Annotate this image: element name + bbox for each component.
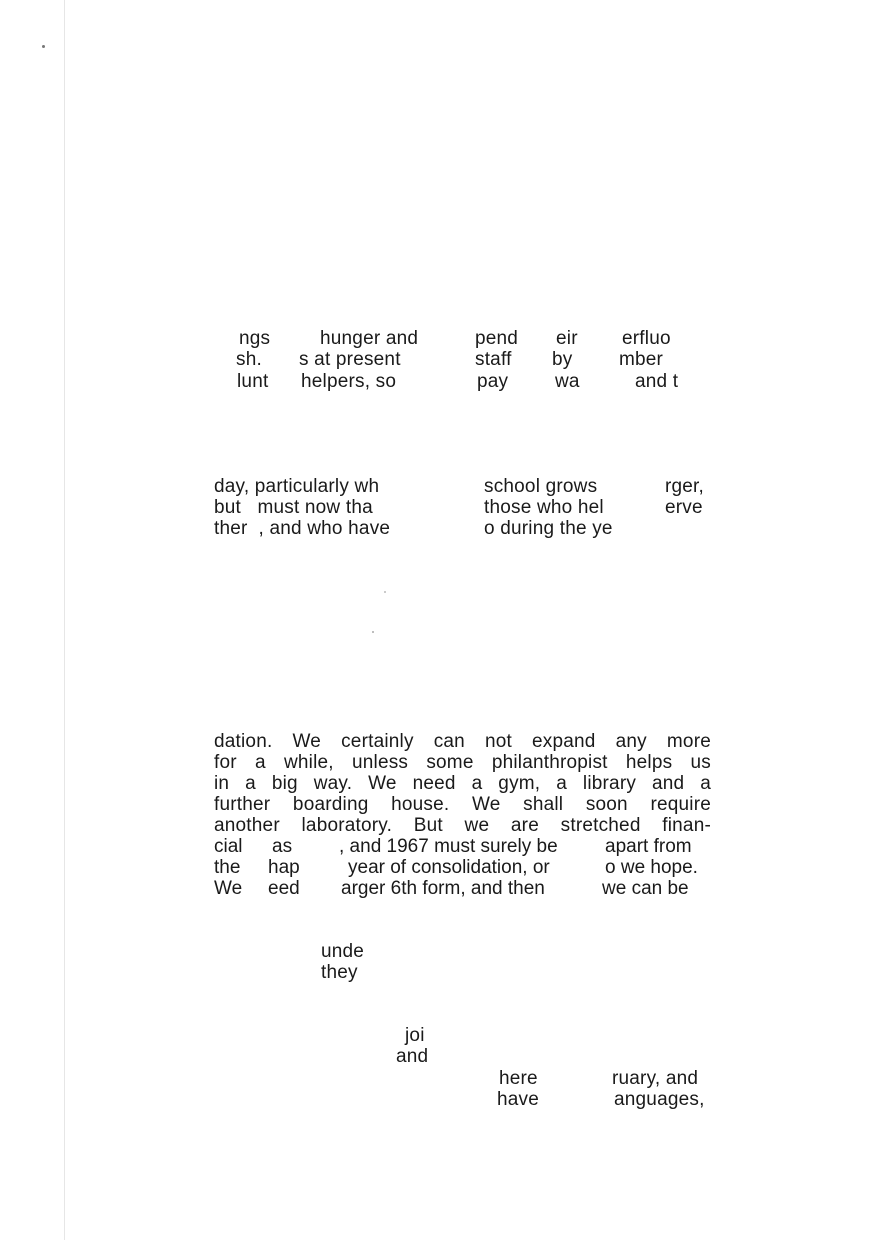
text-fragment: joi: [405, 1025, 425, 1046]
scan-edge-line: [64, 0, 65, 1240]
text-fragment: and t: [635, 371, 679, 392]
text-fragment: year of consolidation, or: [348, 857, 550, 878]
text-fragment: apart from: [605, 836, 692, 857]
text-fragment: erve: [665, 497, 703, 518]
text-fragment: they: [321, 962, 358, 983]
text-fragment: mber: [619, 349, 664, 370]
text-line: in a big way. We need a gym, a library and a: [214, 773, 711, 794]
text-fragment: pend: [475, 328, 519, 349]
text-fragment: s at present: [299, 349, 401, 370]
text-fragment: but must now tha: [214, 497, 373, 518]
text-fragment: and: [396, 1046, 429, 1067]
text-fragment: helpers, so: [301, 371, 397, 392]
text-fragment: pay: [477, 371, 509, 392]
text-line: another laboratory. But we are stretched finan-: [214, 815, 711, 836]
text-line: [214, 836, 711, 857]
text-fragment: hap: [268, 857, 300, 878]
text-line: for a while, unless some philanthropist helps us: [214, 752, 711, 773]
text-block-3: [214, 731, 711, 836]
text-line: further boarding house. We shall soon require: [214, 794, 711, 815]
text-fragment: the: [214, 857, 241, 878]
text-fragment: lunt: [237, 371, 269, 392]
text-fragment: eir: [556, 328, 578, 349]
text-fragment: school grows: [484, 476, 598, 497]
text-fragment: rger,: [665, 476, 705, 497]
text-fragment: hunger and: [320, 328, 419, 349]
text-fragment: , and 1967 must surely be: [339, 836, 558, 857]
text-fragment: as: [272, 836, 293, 857]
text-fragment: have: [497, 1089, 540, 1110]
text-fragment: sh.: [236, 349, 262, 370]
text-fragment: ngs: [239, 328, 271, 349]
text-fragment: o we hope.: [605, 857, 698, 878]
text-fragment: anguages,: [614, 1089, 705, 1110]
text-fragment: unde: [321, 941, 365, 962]
text-fragment: by: [552, 349, 573, 370]
text-fragment: we can be: [602, 878, 689, 899]
text-fragment: ruary, and: [612, 1068, 699, 1089]
text-fragment: erfluo: [622, 328, 671, 349]
text-fragment: eed: [268, 878, 300, 899]
text-fragment: We: [214, 878, 243, 899]
text-fragment: cial: [214, 836, 243, 857]
text-fragment: arger 6th form, and then: [341, 878, 545, 899]
dust-speck: [42, 45, 45, 48]
text-fragment: day, particularly wh: [214, 476, 380, 497]
text-line: [214, 857, 711, 878]
dust-speck: [384, 591, 386, 593]
text-fragment: wa: [555, 371, 580, 392]
text-fragment: those who hel: [484, 497, 604, 518]
text-fragment: here: [499, 1068, 538, 1089]
text-line: [214, 878, 711, 899]
text-fragment: ther , and who have: [214, 518, 391, 539]
text-fragment: staff: [475, 349, 512, 370]
text-fragment: o during the ye: [484, 518, 613, 539]
dust-speck: [372, 631, 374, 633]
text-line: dation. We certainly can not expand any more: [214, 731, 711, 752]
